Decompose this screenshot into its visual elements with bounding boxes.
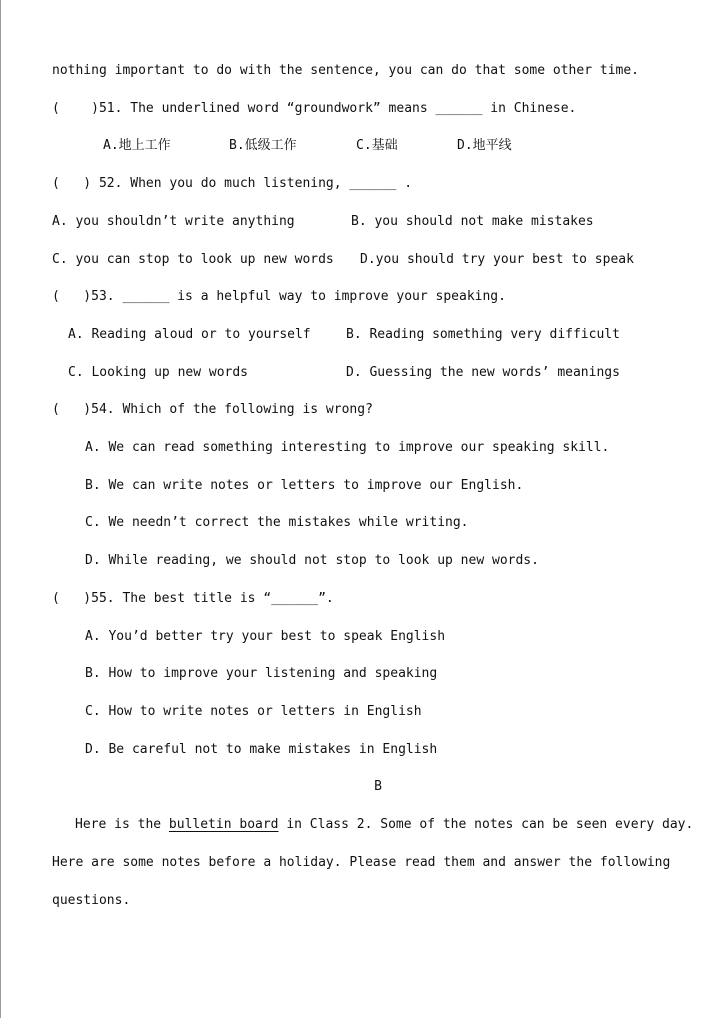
- underlined-phrase: bulletin board: [168, 817, 279, 832]
- q53-option-a: A. Reading aloud or to yourself: [68, 327, 311, 342]
- q54-option-a: A. We can read something interesting to improve our speaking skill.: [85, 440, 610, 455]
- passage-b-line-3: questions.: [52, 893, 131, 908]
- passage-b-line-1: [75, 815, 693, 835]
- passage-b-line-2: Here are some notes before a holiday. Please read them and answer the following: [52, 855, 671, 870]
- q51-option-d: D.地平线: [457, 138, 512, 153]
- passage-line-end: nothing important to do with the sentence, you can do that some other time.: [52, 63, 639, 78]
- q51-option-a: A.地上工作: [103, 138, 171, 153]
- q55-option-a: A. You’d better try your best to speak English: [85, 629, 446, 644]
- q55-option-d: D. Be careful not to make mistakes in English: [85, 742, 438, 757]
- passage-b-text: Here is the: [75, 817, 169, 832]
- q52-option-d: D.you should try your best to speak: [360, 252, 634, 267]
- q54-option-d: D. While reading, we should not stop to look up new words.: [85, 553, 539, 568]
- q55-option-b: B. How to improve your listening and speaking: [85, 666, 438, 681]
- q51-option-b: B.低级工作: [229, 138, 297, 153]
- q54-option-b: B. We can write notes or letters to improve our English.: [85, 478, 524, 493]
- q53-option-c: C. Looking up new words: [68, 365, 249, 380]
- q51-option-c: C.基础: [356, 138, 398, 153]
- passage-b-text: in Class 2. Some of the notes can be seen every day.: [278, 817, 694, 832]
- question-55: ( )55. The best title is “______”.: [52, 591, 334, 606]
- question-53: ( )53. ______ is a helpful way to improve your speaking.: [52, 289, 506, 304]
- question-51: ( )51. The underlined word “groundwork” means ______ in Chinese.: [52, 101, 577, 116]
- page-left-edge: [0, 0, 1, 1018]
- q52-option-c: C. you can stop to look up new words: [52, 252, 334, 267]
- q52-option-a: A. you shouldn’t write anything: [52, 214, 295, 229]
- question-54: ( )54. Which of the following is wrong?: [52, 402, 373, 417]
- section-heading-b: B: [374, 779, 382, 794]
- q52-option-b: B. you should not make mistakes: [351, 214, 594, 229]
- question-52: ( ) 52. When you do much listening, ______ .: [52, 176, 413, 191]
- q53-option-d: D. Guessing the new words’ meanings: [346, 365, 620, 380]
- q55-option-c: C. How to write notes or letters in English: [85, 704, 422, 719]
- q54-option-c: C. We needn’t correct the mistakes while writing.: [85, 515, 469, 530]
- q53-option-b: B. Reading something very difficult: [346, 327, 620, 342]
